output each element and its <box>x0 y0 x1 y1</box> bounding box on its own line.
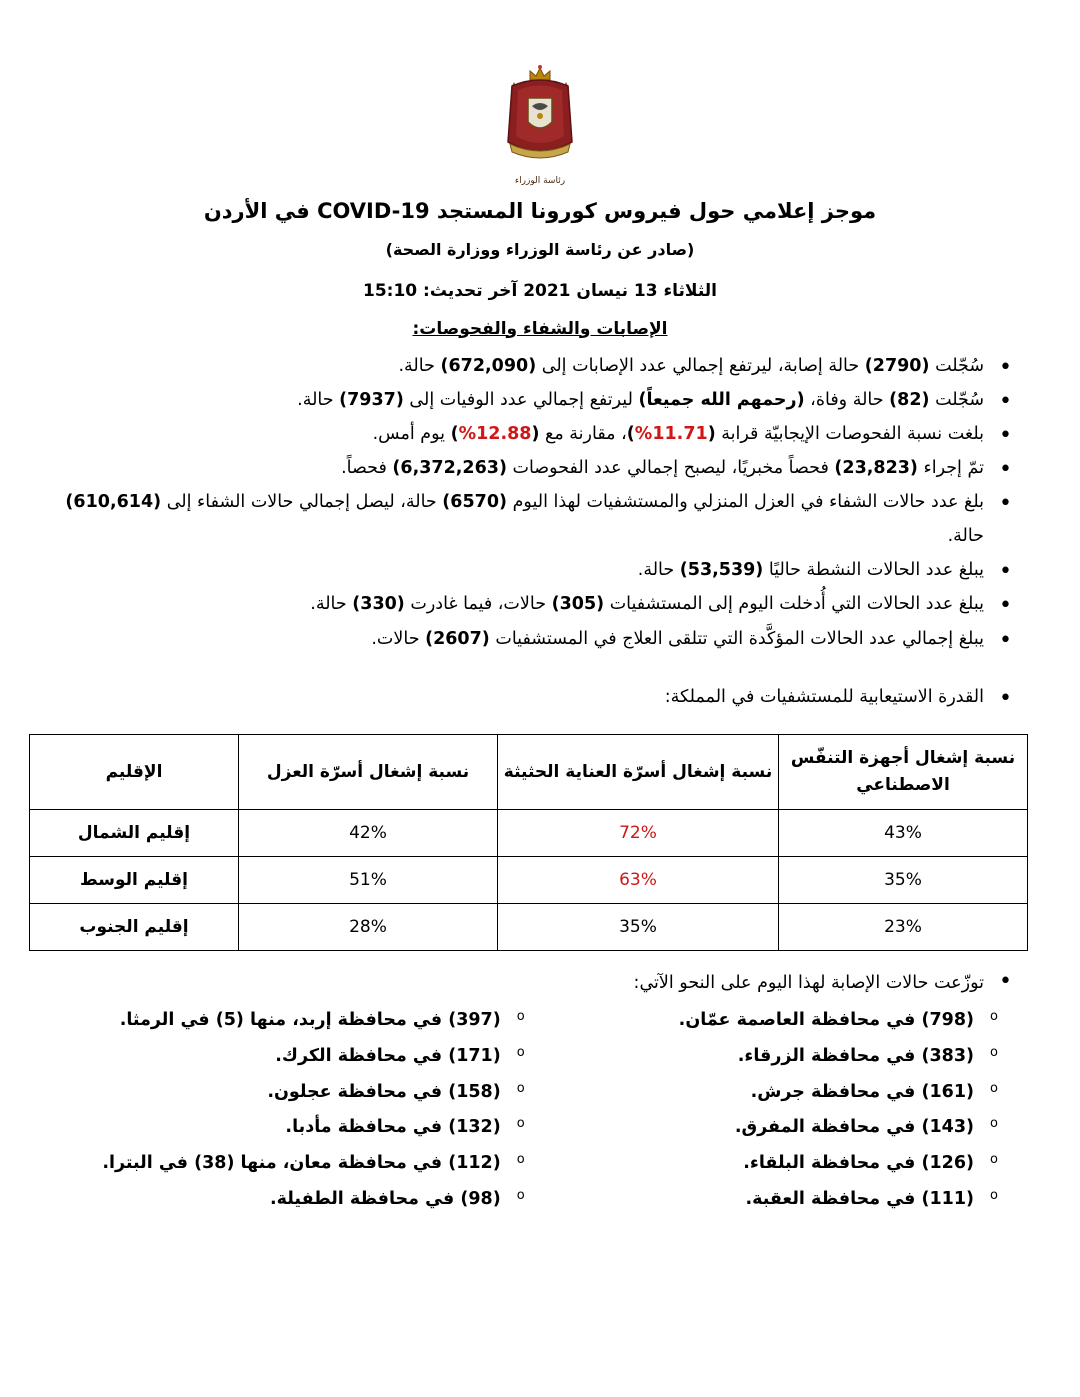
list-item: o (98) في محافظة الطفيلة. <box>76 1182 531 1218</box>
list-item: o (798) في محافظة العاصمة عمّان. <box>549 1003 1004 1039</box>
cell-isolation: 51% <box>239 856 498 903</box>
list-item-hospital-capacity: • القدرة الاستيعابية للمستشفيات في المملكة: <box>62 680 1018 714</box>
column-header-isolation: نسبة إشغال أسرّة العزل <box>239 734 498 809</box>
update-timestamp: الثلاثاء 13 نيسان 2021 آخر تحديث: 15:10 <box>363 280 717 301</box>
cell-icu: 63% <box>498 856 779 903</box>
jordan-coat-of-arms-icon <box>494 64 586 172</box>
column-header-ventilators: نسبة إشغال أجهزة التنفّس الاصطناعي <box>779 734 1028 809</box>
column-header-icu: نسبة إشغال أسرّة العناية الحثيثة <box>498 734 779 809</box>
distribution-column-left <box>76 1003 531 1218</box>
list-item: o (397) في محافظة إربد، منها (5) في الرمثا. <box>76 1003 531 1039</box>
cell-region: إقليم الجنوب <box>30 903 239 950</box>
table-header-row <box>30 734 1028 809</box>
list-item: o (132) في محافظة مأدبا. <box>76 1110 531 1146</box>
section-heading-cases: الإصابات والشفاء والفحوصات: <box>412 318 668 339</box>
emblem-container <box>52 64 1028 172</box>
list-item: o (143) في محافظة المفرق. <box>549 1110 1004 1146</box>
list-item: o (158) في محافظة عجلون. <box>76 1075 531 1111</box>
cell-ventilators: 23% <box>779 903 1028 950</box>
cell-ventilators: 43% <box>779 809 1028 856</box>
list-item: • يبلغ عدد الحالات النشطة حاليًا (53,539) حالة. <box>62 553 1018 587</box>
list-item: o (112) في محافظة معان، منها (38) في البترا. <box>76 1146 531 1182</box>
cell-isolation: 42% <box>239 809 498 856</box>
page-subtitle: (صادر عن رئاسة الوزراء ووزارة الصحة) <box>385 239 695 259</box>
list-item: o (126) في محافظة البلقاء. <box>549 1146 1004 1182</box>
cell-icu: 35% <box>498 903 779 950</box>
table-row <box>30 856 1028 903</box>
distribution-grid <box>76 1003 1004 1218</box>
distribution-column-right <box>549 1003 1004 1218</box>
statistics-list <box>52 349 1028 714</box>
list-item: • يبلغ عدد الحالات التي أُدخلت اليوم إلى المستشفيات (305) حالات، فيما غادرت (330) حالة. <box>62 587 1018 621</box>
list-item: • سُجّلت (82) حالة وفاة، (رحمهم الله جميعاً) ليرتفع إجمالي عدد الوفيات إلى (7937) حالة. <box>62 383 1018 417</box>
list-item: o (111) في محافظة العقبة. <box>549 1182 1004 1218</box>
cell-region: إقليم الشمال <box>30 809 239 856</box>
list-item: • سُجّلت (2790) حالة إصابة، ليرتفع إجمالي عدد الإصابات إلى (672,090) حالة. <box>62 349 1018 383</box>
table-row <box>30 809 1028 856</box>
column-header-region: الإقليم <box>30 734 239 809</box>
list-item: • تمّ إجراء (23,823) فحصاً مخبريًا، ليصبح إجمالي عدد الفحوصات (6,372,263) فحصاً. <box>62 451 1018 485</box>
list-item: • يبلغ إجمالي عدد الحالات المؤكَّدة التي تتلقى العلاج في المستشفيات (2607) حالات. <box>62 622 1018 656</box>
cell-ventilators: 35% <box>779 856 1028 903</box>
cell-region: إقليم الوسط <box>30 856 239 903</box>
table-row <box>30 903 1028 950</box>
list-item: o (383) في محافظة الزرقاء. <box>549 1039 1004 1075</box>
list-item: o (171) في محافظة الكرك. <box>76 1039 531 1075</box>
hospital-capacity-table <box>29 734 1028 951</box>
list-item: • بلغ عدد حالات الشفاء في العزل المنزلي والمستشفيات لهذا اليوم (6570) حالة، ليصل إجمالي حالات الشفاء إلى (610,614) حالة. <box>62 485 1018 553</box>
list-item: • بلغت نسبة الفحوصات الإيجابيّة قرابة (11.71%)، مقارنة مع (12.88%) يوم أمس. <box>62 417 1018 451</box>
emblem-caption: رئاسة الوزراء <box>514 176 566 186</box>
list-item: o (161) في محافظة جرش. <box>549 1075 1004 1111</box>
page-title: موجز إعلامي حول فيروس كورونا المستجد COVID-19 في الأردن <box>203 199 877 223</box>
cell-icu: 72% <box>498 809 779 856</box>
distribution-lead: • توزّعت حالات الإصابة لهذا اليوم على النحو الآتي: <box>62 973 1018 993</box>
cell-isolation: 28% <box>239 903 498 950</box>
